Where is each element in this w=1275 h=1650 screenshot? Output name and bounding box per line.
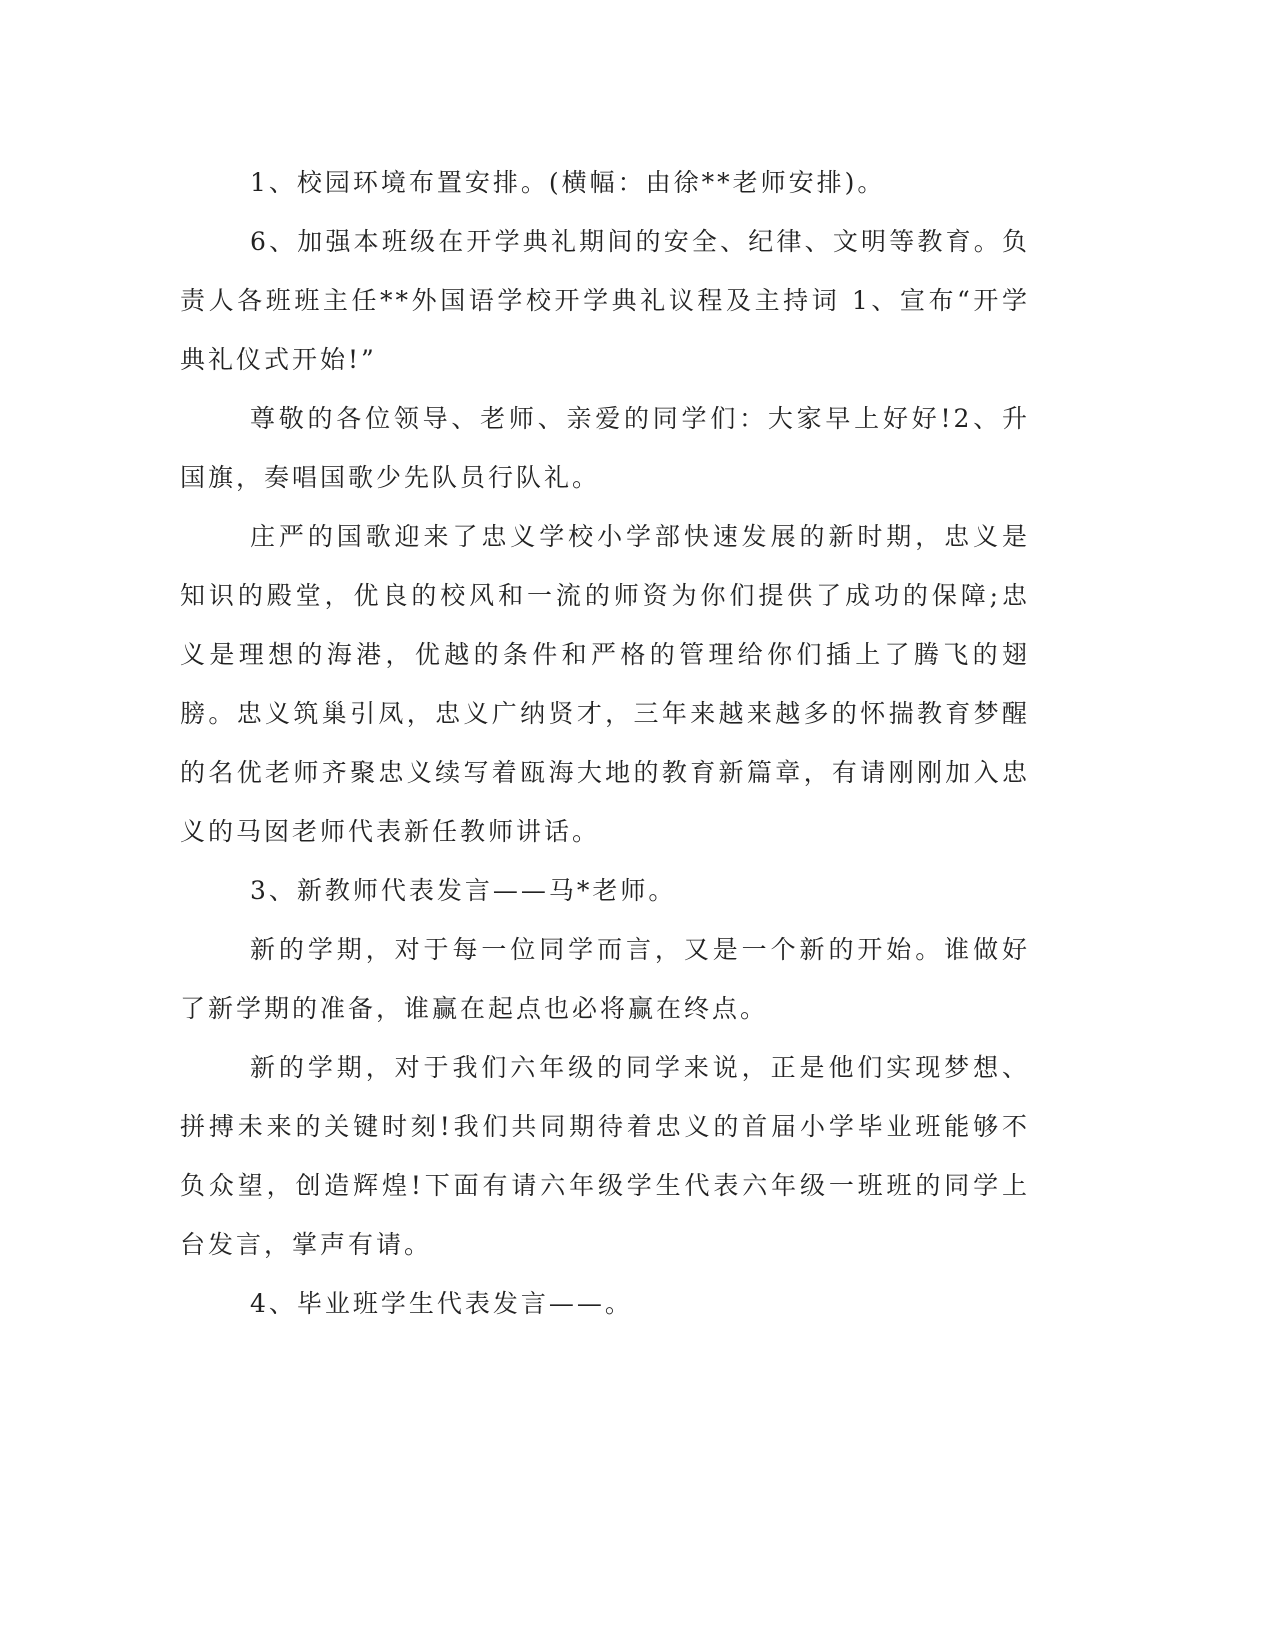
paragraph-3: 尊敬的各位领导、老师、亲爱的同学们：大家早上好好!2、升国旗，奏唱国歌少先队员行队礼。 bbox=[180, 404, 1030, 492]
paragraph-2: 6、加强本班级在开学典礼期间的安全、纪律、文明等教育。负责人各班班主任**外国语学校开学典礼议程及主持词 1、宣布“开学典礼仪式开始!” bbox=[180, 227, 1030, 374]
paragraph-1: 1、校园环境布置安排。(横幅：由徐**老师安排)。 bbox=[250, 168, 886, 197]
paragraph-7: 新的学期，对于我们六年级的同学来说，正是他们实现梦想、拼搏未来的关键时刻!我们共同期待着忠义的首届小学毕业班能够不负众望，创造辉煌!下面有请六年级学生代表六年级一班班的同学上台发言，掌声有请。 bbox=[180, 1053, 1030, 1259]
paragraph-6: 新的学期，对于每一位同学而言，又是一个新的开始。谁做好了新学期的准备，谁赢在起点也必将赢在终点。 bbox=[180, 935, 1030, 1023]
paragraph-4: 庄严的国歌迎来了忠义学校小学部快速发展的新时期，忠义是知识的殿堂，优良的校风和一流的师资为你们提供了成功的保障;忠义是理想的海港，优越的条件和严格的管理给你们插上了腾飞的翅膀。忠义筑巢引凤，忠义广纳贤才，三年来越来越多的怀揣教育梦醒的名优老师齐聚忠义续写着瓯海大地的教育新篇章，有请刚刚加入忠义的马囡老师代表新任教师讲话。 bbox=[180, 522, 1030, 846]
document-body bbox=[180, 153, 1030, 1333]
paragraph-5: 3、新教师代表发言——马*老师。 bbox=[250, 876, 677, 905]
paragraph-8: 4、毕业班学生代表发言——。 bbox=[250, 1289, 633, 1318]
